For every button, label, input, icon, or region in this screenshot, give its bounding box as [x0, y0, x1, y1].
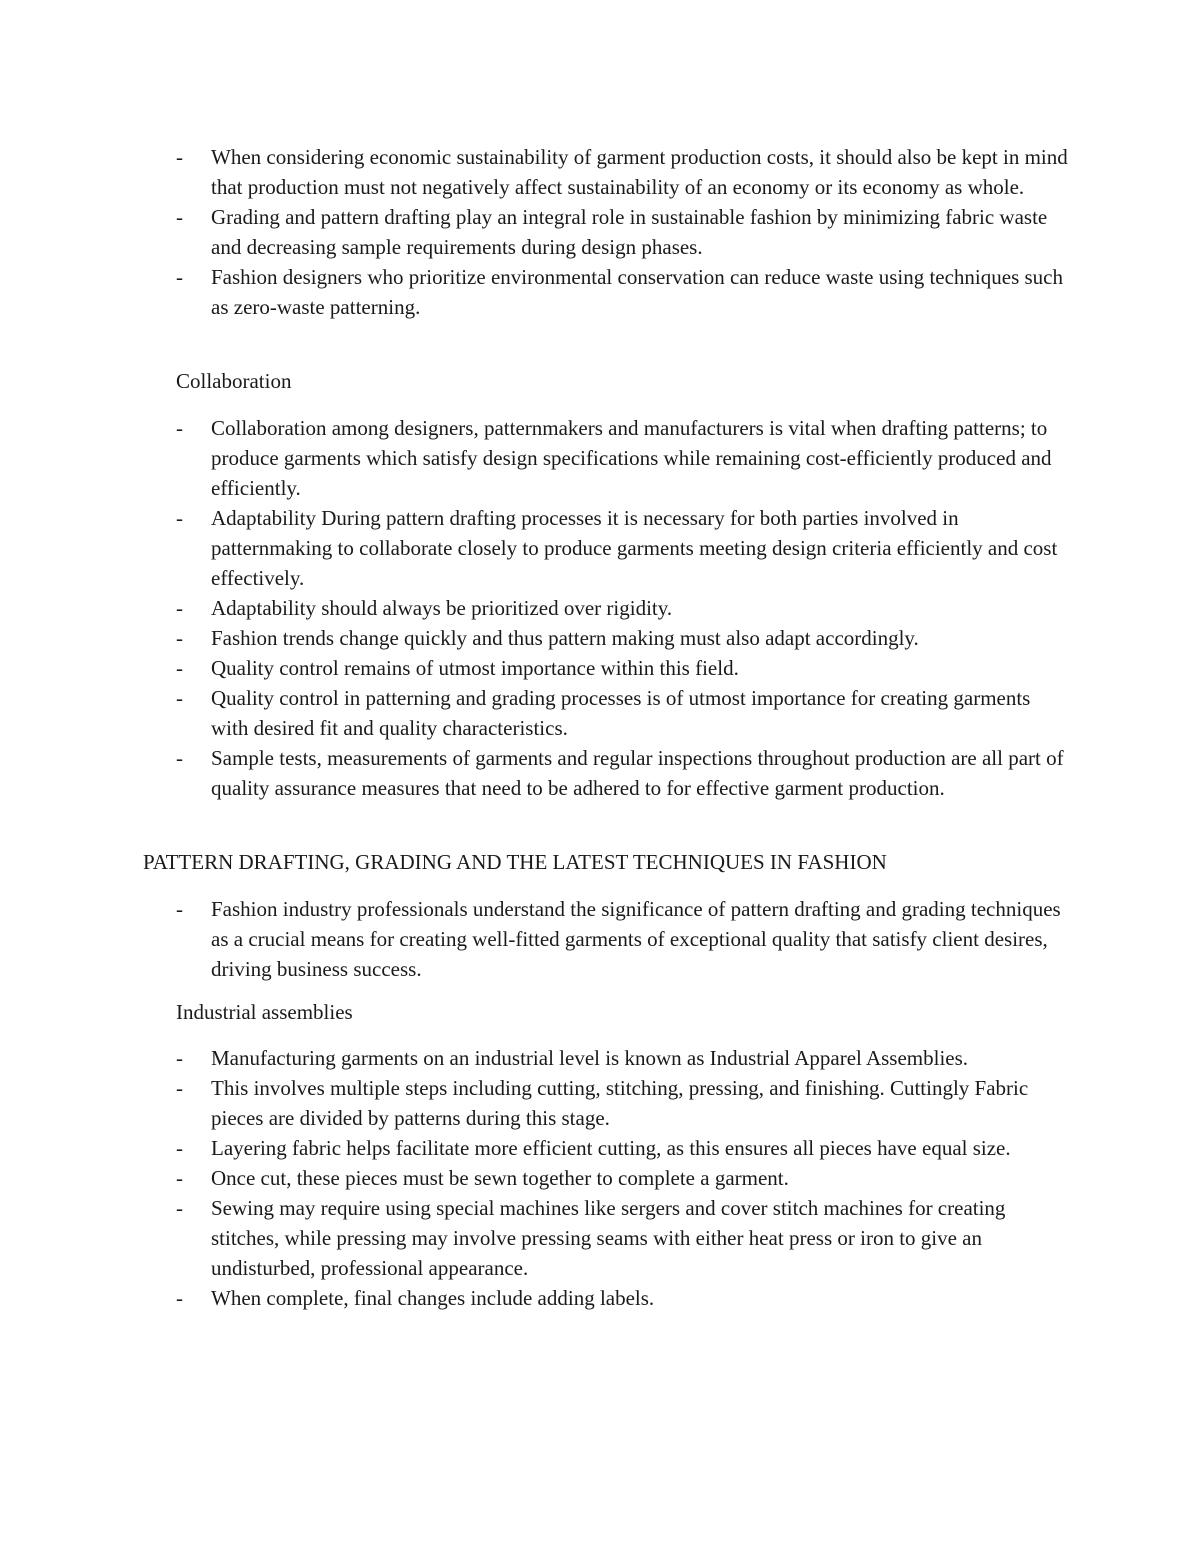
list-item: [0, 413, 1200, 503]
list-item: [0, 1133, 1200, 1163]
list-item: [0, 202, 1200, 262]
list-item-text: Fashion designers who prioritize environmental conservation can reduce waste using techniques such as zero-waste patterning.: [211, 265, 1064, 319]
list-item: [0, 653, 1200, 683]
dash-bullet: -: [176, 1196, 183, 1220]
list-item: [0, 593, 1200, 623]
list-item: [0, 142, 1200, 202]
list-item-text: This involves multiple steps including cutting, stitching, pressing, and finishing. Cuttingly Fabric pieces are divided by patterns during this stage.: [211, 1076, 1029, 1130]
list-item-text: Manufacturing garments on an industrial level is known as Industrial Apparel Assemblies.: [211, 1046, 969, 1070]
dash-bullet: -: [176, 265, 183, 289]
list-item-text: Adaptability During pattern drafting processes it is necessary for both parties involved in patternmaking to collaborate closely to produce garments meeting design criteria efficiently and cost effectively.: [211, 506, 1058, 590]
list-item-text: Fashion industry professionals understand the significance of pattern drafting and grading techniques as a crucial means for creating well-fitted garments of exceptional quality that satisfy client desires, driving business success.: [211, 897, 1061, 981]
sustainability-list: [0, 142, 1200, 322]
list-item-text: Fashion trends change quickly and thus pattern making must also adapt accordingly.: [211, 626, 919, 650]
list-item: [0, 623, 1200, 653]
list-item: [0, 1163, 1200, 1193]
dash-bullet: -: [176, 1136, 183, 1160]
list-item-text: Layering fabric helps facilitate more efficient cutting, as this ensures all pieces have equal size.: [211, 1136, 1011, 1160]
dash-bullet: -: [176, 1166, 183, 1190]
list-item: [0, 1193, 1200, 1283]
dash-bullet: -: [176, 145, 183, 169]
dash-bullet: -: [176, 416, 183, 440]
list-item-text: Adaptability should always be prioritized over rigidity.: [211, 596, 673, 620]
dash-bullet: -: [176, 205, 183, 229]
dash-bullet: -: [176, 897, 183, 921]
heading-pattern-drafting: PATTERN DRAFTING, GRADING AND THE LATEST TECHNIQUES IN FASHION: [143, 850, 887, 874]
list-item-text: Once cut, these pieces must be sewn together to complete a garment.: [211, 1166, 789, 1190]
list-item-text: Quality control remains of utmost importance within this field.: [211, 656, 739, 680]
list-item-text: Sewing may require using special machines like sergers and cover stitch machines for creating stitches, while pressing may involve pressing seams with either heat press or iron to give an undisturbed, professional appearance.: [211, 1196, 1006, 1280]
list-item: [0, 683, 1200, 743]
list-item-text: When complete, final changes include adding labels.: [211, 1286, 655, 1310]
list-item-text: Sample tests, measurements of garments and regular inspections throughout production are all part of quality assurance measures that need to be adhered to for effective garment production.: [211, 746, 1064, 800]
dash-bullet: -: [176, 1046, 183, 1070]
dash-bullet: -: [176, 656, 183, 680]
list-item: [0, 1073, 1200, 1133]
dash-bullet: -: [176, 686, 183, 710]
collaboration-list: [0, 413, 1200, 803]
list-item-text: When considering economic sustainability of garment production costs, it should also be kept in mind that production must not negatively affect sustainability of an economy or its economy as whole.: [211, 145, 1068, 199]
list-item-text: Quality control in patterning and grading processes is of utmost importance for creating garments with desired fit and quality characteristics.: [211, 686, 1031, 740]
dash-bullet: -: [176, 596, 183, 620]
dash-bullet: -: [176, 506, 183, 530]
heading-industrial-assemblies: Industrial assemblies: [176, 1000, 353, 1024]
dash-bullet: -: [176, 1076, 183, 1100]
list-item: [0, 1043, 1200, 1073]
list-item: [0, 503, 1200, 593]
dash-bullet: -: [176, 746, 183, 770]
list-item: [0, 743, 1200, 803]
list-item: [0, 262, 1200, 322]
list-item: [0, 894, 1200, 984]
list-item: [0, 1283, 1200, 1313]
heading-collaboration: Collaboration: [176, 369, 292, 393]
dash-bullet: -: [176, 1286, 183, 1310]
list-item-text: Collaboration among designers, patternmakers and manufacturers is vital when drafting patterns; to produce garments which satisfy design specifications while remaining cost-efficiently produced and efficiently.: [211, 416, 1052, 500]
industrial-list: [0, 1043, 1200, 1313]
list-item-text: Grading and pattern drafting play an integral role in sustainable fashion by minimizing fabric waste and decreasing sample requirements during design phases.: [211, 205, 1048, 259]
dash-bullet: -: [176, 626, 183, 650]
professionals-list: [0, 894, 1200, 984]
